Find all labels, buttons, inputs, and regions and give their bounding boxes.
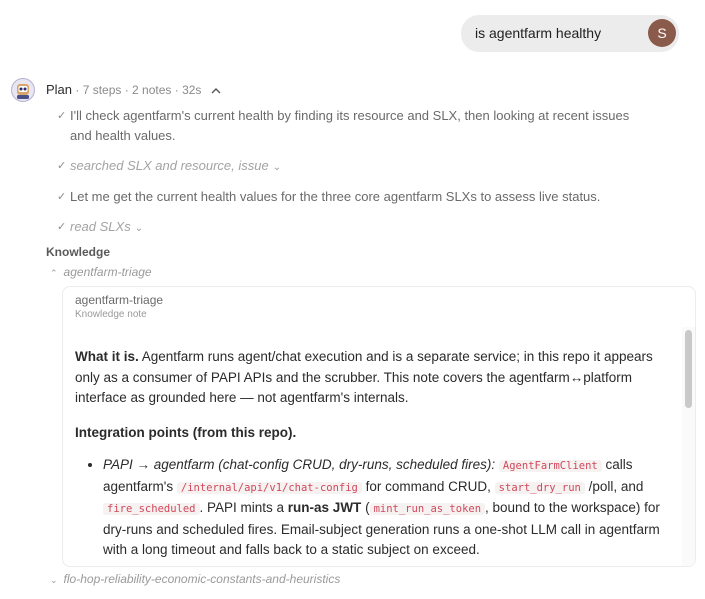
chevron-down-icon[interactable]: ⌄ [134, 223, 144, 234]
knowledge-item-flo-hop[interactable] [50, 572, 340, 586]
note-subtitle: Knowledge note [75, 309, 147, 320]
assistant-avatar-icon [11, 78, 35, 102]
bullet-text: , bound to the workspace) for dry-runs and scheduled fires. Email-subject generation runs a one-shot LLM call in agentfarm with a long timeout and falls back to a static subject on exceed. [103, 500, 660, 557]
integration-heading: Integration points (from this repo). [75, 424, 297, 440]
code-span: start_dry_run [495, 482, 585, 494]
user-message-bubble [461, 15, 679, 52]
chevron-up-icon[interactable]: ⌃ [50, 268, 58, 278]
note-title: agentfarm-triage [75, 293, 164, 307]
what-text: Agentfarm runs agent/chat execution and is a separate service; in this repo it appears only as a consumer of PAPI APIs and the scrubber. This note covers the agentfarm↔platform interface as grounded here — not agentfarm's internals. [75, 349, 653, 405]
chevron-down-icon[interactable]: ⌄ [50, 575, 58, 585]
note-body [75, 337, 675, 567]
check-icon: ✓ [57, 160, 67, 172]
bullet-text: . PAPI mints a [199, 500, 288, 515]
integration-list [75, 455, 675, 567]
plan-step-text: Let me get the current health values for the three core agentfarm SLXs to assess live status. [70, 189, 601, 204]
plan-step-text: read SLXs [70, 219, 131, 234]
code-span: /internal/api/v1/chat-config [177, 482, 362, 494]
check-icon: ✓ [57, 221, 67, 233]
check-icon: ✓ [57, 110, 67, 122]
scrollbar-thumb[interactable] [685, 330, 692, 408]
plan-step-text: I'll check agentfarm's current health by finding its resource and SLX, then looking at recent issues [70, 108, 630, 123]
code-span: fire_scheduled [103, 503, 200, 515]
knowledge-item-label: agentfarm-triage [63, 265, 152, 279]
what-label: What it is. [75, 349, 139, 364]
bullet-text: ( [361, 500, 370, 515]
bullet-text: /poll, and [584, 478, 644, 494]
bullet-text: for command CRUD, [361, 478, 495, 494]
chevron-up-icon[interactable] [211, 87, 221, 95]
code-span: AgentFarmClient [499, 460, 602, 472]
knowledge-note-card [62, 286, 696, 567]
user-message-text: is agentfarm healthy [475, 25, 602, 41]
bullet-lead [103, 567, 203, 568]
bullet-text [203, 567, 597, 568]
bullet-text: calls agentfarm's [103, 457, 633, 494]
chevron-down-icon[interactable]: ⌄ [272, 162, 282, 173]
plan-step-text: searched SLX and resource, issue [70, 158, 269, 173]
plan-header[interactable] [46, 82, 221, 97]
list-item [103, 455, 675, 561]
note-what-paragraph [75, 347, 675, 409]
plan-step-text: and health values. [70, 128, 176, 143]
knowledge-item-label: flo-hop-reliability-economic-constants-and-heuristics [63, 572, 341, 586]
list-item [103, 565, 675, 568]
bullet-lead: PAPI → agentfarm (chat-config CRUD, dry-runs, scheduled fires): [103, 457, 496, 472]
check-icon: ✓ [57, 191, 67, 203]
plan-meta: · 7 steps · 2 notes · 32s [72, 83, 202, 97]
bullet-bold: run-as JWT [287, 500, 362, 515]
code-span: mint_run_as_token [370, 503, 485, 515]
knowledge-item-agentfarm-triage[interactable] [50, 265, 152, 279]
user-avatar[interactable]: S [648, 19, 676, 47]
plan-label: Plan [46, 82, 73, 97]
knowledge-heading: Knowledge [46, 245, 111, 259]
